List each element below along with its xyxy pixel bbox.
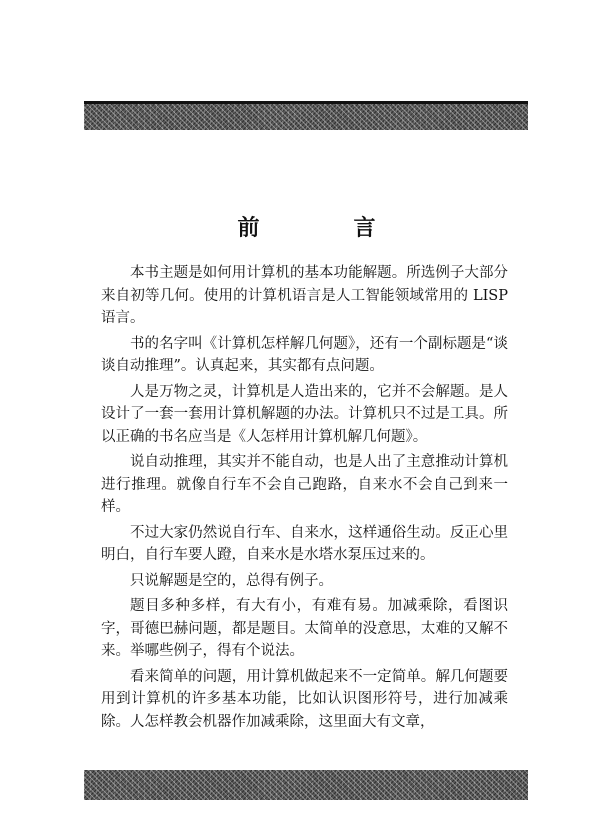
body-text	[101, 262, 508, 736]
paragraph: 人是万物之灵，计算机是人造出来的，它并不会解题。是人设计了一套一套用计算机解题的办法。计算机只不过是工具。所以正确的书名应当是《人怎样用计算机解几何题》。	[101, 383, 508, 445]
bottom-decorative-band	[84, 770, 528, 800]
paragraph: 只说解题是空的，总得有例子。	[130, 572, 333, 589]
top-decorative-band	[84, 101, 528, 130]
paragraph: 不过大家仍然说自行车、自来水，这样通俗生动。反正心里明白，自行车要人蹬，自来水是水塔水泵压过来的。	[101, 524, 508, 563]
paragraph: 说自动推理，其实并不能自动，也是人出了主意推动计算机进行推理。就像自行车不会自己跑路，自来水不会自己到来一样。	[101, 454, 508, 515]
paragraph: 看来简单的问题，用计算机做起来不一定简单。解几何题要用到计算机的许多基本功能，比如认识图形符号，进行加减乘除。人怎样教会机器作加减乘除，这里面大有文章，	[101, 668, 508, 730]
page-title: 前 言	[237, 214, 412, 241]
paragraph: 书的名字叫《计算机怎样解几何题》，还有一个副标题是“谈谈自动推理”。认真起来，其实都有点问题。	[101, 335, 508, 374]
paragraph: 本书主题是如何用计算机的基本功能解题。所选例子大部分来自初等几何。使用的计算机语言是人工智能领域常用的 LISP 语言。	[101, 265, 508, 326]
paragraph: 题目多种多样，有大有小，有难有易。加减乘除，看图识字，哥德巴赫问题，都是题目。太简单的没意思，太难的又解不来。举哪些例子，得有个说法。	[101, 598, 508, 659]
